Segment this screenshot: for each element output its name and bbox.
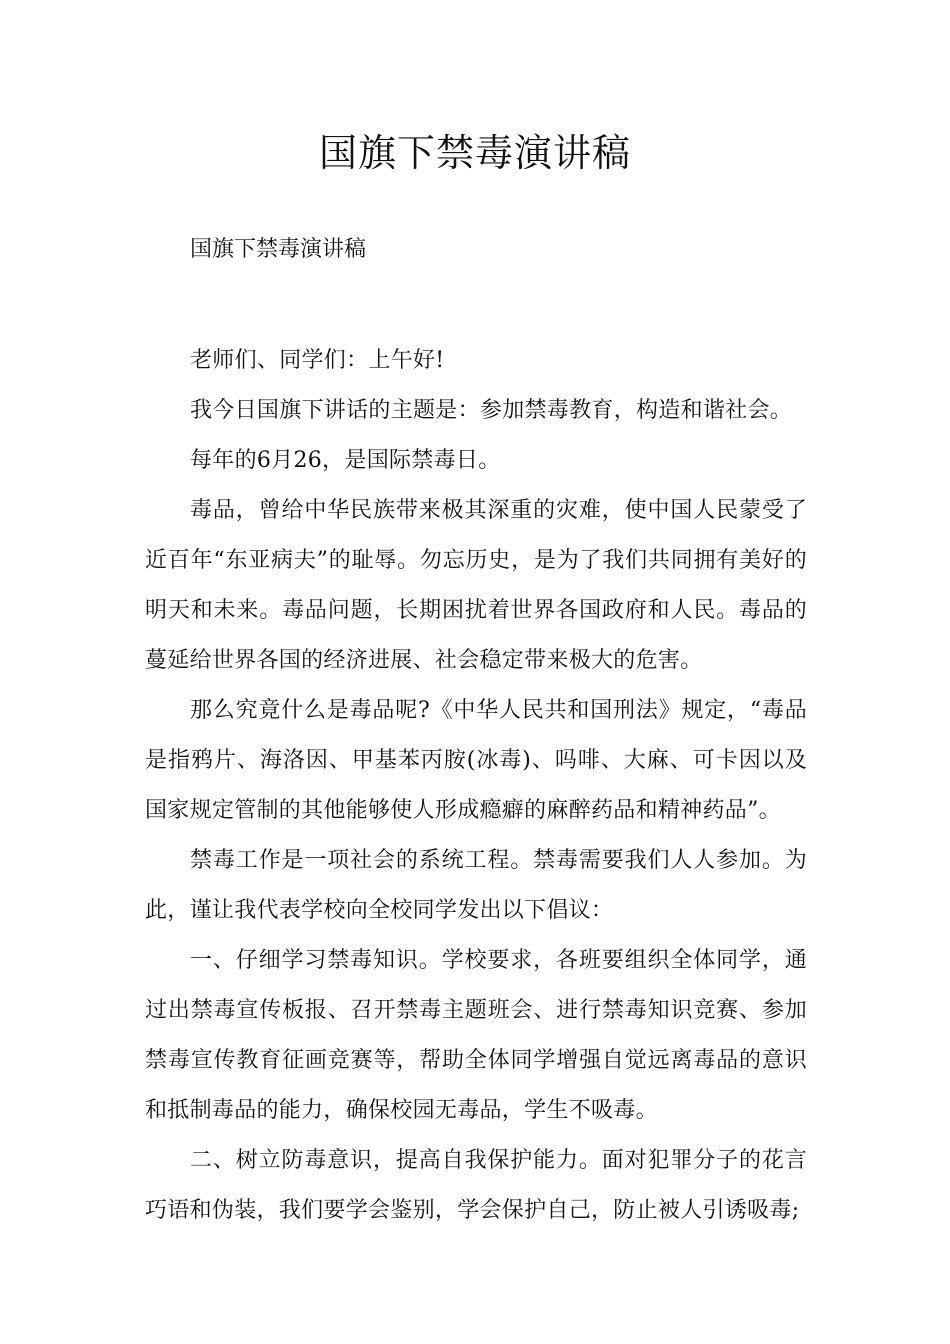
document-subtitle: 国旗下禁毒演讲稿 [190,237,367,262]
greeting-paragraph: 老师们、同学们：上午好! [190,348,445,373]
body-paragraph: 那么究竟什么是毒品呢?《中华人民共和国刑法》规定，“毒品是指鸦片、海洛因、甲基苯丙胺(冰毒)、吗啡、大麻、可卡因以及国家规定管制的其他能够使人形成瘾癖的麻醉药品和精神药品”。 [145,698,807,823]
body-paragraph: 二、树立防毒意识，提高自我保护能力。面对犯罪分子的花言巧语和伪装，我们要学会鉴别，学会保护自己，防止被人引诱吸毒; [145,1148,807,1223]
body-paragraph: 我今日国旗下讲话的主题是：参加禁毒教育，构造和谐社会。 [190,398,793,423]
body-paragraph: 一、仔细学习禁毒知识。学校要求，各班要组织全体同学，通过出禁毒宣传板报、召开禁毒主题班会、进行禁毒知识竞赛、参加禁毒宣传教育征画竞赛等，帮助全体同学增强自觉远离毒品的意识和抵制毒品的能力，确保校园无毒品，学生不吸毒。 [145,948,807,1123]
document-title: 国旗下禁毒演讲稿 [318,131,631,175]
document-body [145,336,807,1236]
body-paragraph: 毒品，曾给中华民族带来极其深重的灾难，使中国人民蒙受了近百年“东亚病夫”的耻辱。勿忘历史，是为了我们共同拥有美好的明天和未来。毒品问题，长期困扰着世界各国政府和人民。毒品的蔓延给世界各国的经济进展、社会稳定带来极大的危害。 [145,498,807,673]
body-paragraph: 每年的6月26，是国际禁毒日。 [190,448,501,473]
body-paragraph: 禁毒工作是一项社会的系统工程。禁毒需要我们人人参加。为此，谨让我代表学校向全校同学发出以下倡议： [145,848,807,923]
